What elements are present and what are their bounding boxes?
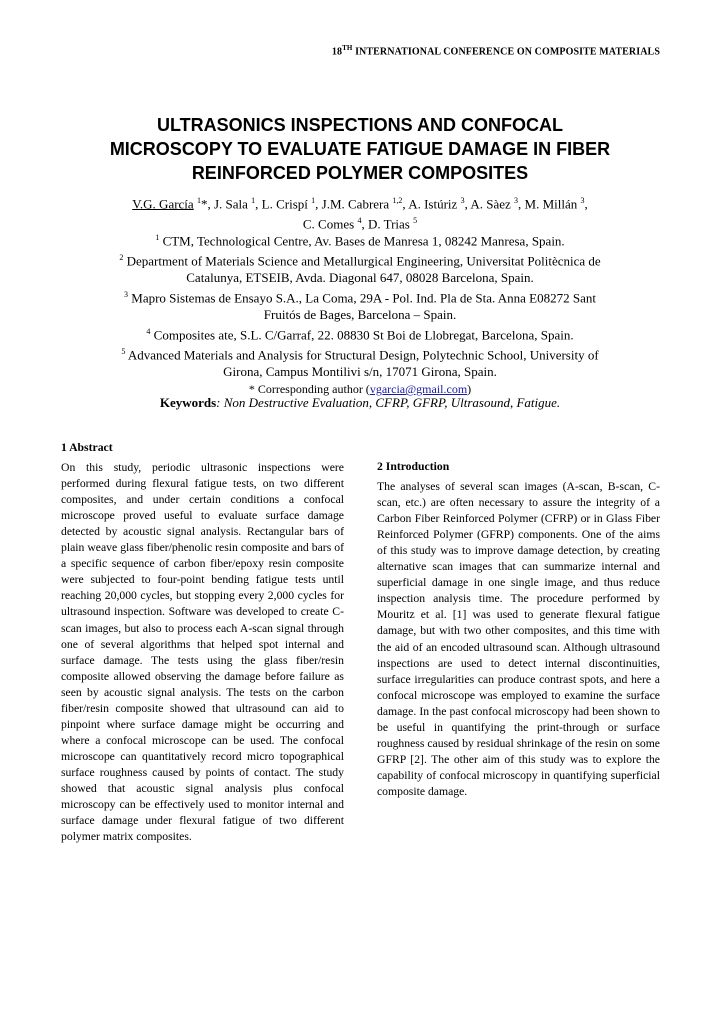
author-affiliation: 1	[311, 196, 316, 205]
abstract-text: On this study, periodic ultrasonic inspections were performed during flexural fatigue tests, on two different composites, and under certain conditions a confocal microscope proved useful to evaluate surface damage detected by acoustic signal analysis. Rectangular bars of plain weave glass fiber/phenolic resin composite and bars of a specific sequence of carbon fiber/epoxy resin composite were subjected to four-point bending fatigue tests until reaching 20,000 cycles, but stopping every 2,000 cycles for ultrasound inspection. Software was developed to create C-scan images, but also to process each A-scan signal through one of several algorithms that helped spot internal and surface damage. The tests using the glass fiber/resin composite allowed observing the damage before failure as seen by acoustic signal analysis. The tests on the carbon fiber/resin composite showed that ultrasound can aid to pinpoint where surface damage might be occurring and where a confocal microscope can be used. The confocal microscope can quantitatively record micro topographical surface roughness caused by points of contact. The study showed that acoustic signal analysis plus confocal microscopy can be effectively used to monitor internal and surface damage under flexural fatigue of two different polymer matrix composites.	[61, 461, 344, 844]
keywords	[60, 395, 660, 411]
affiliation-number: 2	[119, 253, 124, 263]
author-name: A. Sàez	[470, 196, 511, 212]
keywords-label: Keywords	[159, 395, 217, 410]
author-affiliation: 1	[196, 196, 201, 205]
affiliation-number: 3	[124, 290, 129, 300]
affiliation	[78, 250, 642, 270]
introduction-section	[377, 459, 660, 800]
author-affiliation: 3	[580, 196, 585, 205]
corresponding-prefix: * Corresponding author (	[248, 382, 370, 397]
affiliation-text: CTM, Technological Centre, Av. Bases de Manresa 1, 08242 Manresa, Spain.	[162, 233, 565, 249]
affiliation	[78, 344, 642, 364]
author-list: V.G. García $^1$*, J. Sala $^1$, L. Crispí $^1$, J.M. Cabrera $^{1,2}$, A. Istúriz $^3$, A. Sàez $^3$, M. Millán $^3$, C. Comes $^4$, D. Trias $^5$	[132, 196, 588, 232]
affiliation-text: Department of Materials Science and Metallurgical Engineering, Universitat Politècnica de	[126, 253, 601, 269]
introduction-heading: 2 Introduction	[377, 460, 450, 473]
author-name: A. Istúriz	[408, 196, 458, 212]
conference-suffix: TH	[342, 44, 353, 52]
affiliation	[78, 287, 642, 307]
title-line: ULTRASONICS INSPECTIONS AND CONFOCAL	[156, 115, 563, 135]
affiliation-text: Composites ate, S.L. C/Garraf, 22. 08830 St Boi de Llobregat, Barcelona, Spain.	[153, 327, 574, 343]
affiliation	[78, 230, 642, 250]
affiliation-number: 5	[121, 347, 126, 357]
paper-title	[60, 113, 660, 185]
abstract-section	[61, 440, 344, 845]
author-name: V.G. García	[132, 196, 194, 212]
author-affiliation: 1	[251, 196, 256, 205]
affiliation-continued: Fruitós de Bages, Barcelona – Spain.	[263, 307, 457, 323]
affiliation-list	[78, 230, 642, 398]
author-name: L. Crispí	[261, 196, 308, 212]
author-affiliation: 3	[460, 196, 465, 205]
author-name: J.M. Cabrera	[321, 196, 390, 212]
affiliation	[78, 324, 642, 344]
affiliation-continued: Catalunya, ETSEIB, Avda. Diagonal 647, 08028 Barcelona, Spain.	[186, 270, 534, 286]
introduction-text: The analyses of several scan images (A-scan, B-scan, C-scan, etc.) are often necessary to assure the integrity of a Carbon Fiber Reinforced Polymer (CFRP) or in Glass Fiber Reinforced Polymer (GFRP) components. One of the aims of this study was to improve damage detection, by creating alternative scan images that can summarize internal and superficial damage in one single image, and thus reduce inspection analysis time. The procedure performed by Mouritz et al. [1] was used to generate flexural fatigue damage, but with two other composites, and this time with the aid of an encoded ultrasound scan. Although ultrasound inspections are used to detect internal discontinuities, surface irregularities can produce contrast spots, and here a confocal microscope was employed to examine the surface damage. In the past confocal microscopy had been shown to be useful in quantifying the print-through or surface roughness caused by residual shrinkage of the resin on some GFRP [2]. The other aim of this study was to explore the capability of confocal microscopy in quantifying superficial composite damage.	[377, 480, 660, 798]
title-line: REINFORCED POLYMER COMPOSITES	[191, 163, 529, 183]
author-name: J. Sala	[213, 196, 248, 212]
author-name: M. Millán	[524, 196, 578, 212]
author-affiliation: 5	[413, 216, 418, 226]
conference-number: 18	[331, 46, 343, 58]
abstract-heading: 1 Abstract	[61, 441, 113, 454]
affiliation-text: Mapro Sistemas de Ensayo S.A., La Coma, 29A - Pol. Ind. Pla de Sta. Anna E08272 Sant	[131, 290, 596, 306]
author-name: D. Trias	[367, 216, 410, 232]
affiliation-continued: Girona, Campus Montilivi s/n, 17071 Girona, Spain.	[223, 364, 497, 380]
title-line: MICROSCOPY TO EVALUATE FATIGUE DAMAGE IN FIBER	[109, 139, 611, 159]
author-affiliation: 1,2	[392, 196, 403, 205]
affiliation-number: 4	[146, 326, 151, 336]
conference-name: INTERNATIONAL CONFERENCE ON COMPOSITE MATERIALS	[355, 46, 660, 58]
affiliation-number: 1	[155, 233, 160, 242]
corresponding-email-link[interactable]: vgarcia@gmail.com	[369, 382, 468, 397]
corresponding-suffix: )	[467, 382, 472, 397]
author-name: C. Comes	[302, 216, 355, 232]
running-header	[0, 44, 660, 57]
affiliation-text: Advanced Materials and Analysis for Structural Design, Polytechnic School, University of	[127, 347, 599, 363]
keywords-text: : Non Destructive Evaluation, CFRP, GFRP, Ultrasound, Fatigue.	[216, 395, 561, 410]
author-affiliation: 3	[514, 196, 519, 205]
author-affiliation: 4	[357, 216, 362, 226]
